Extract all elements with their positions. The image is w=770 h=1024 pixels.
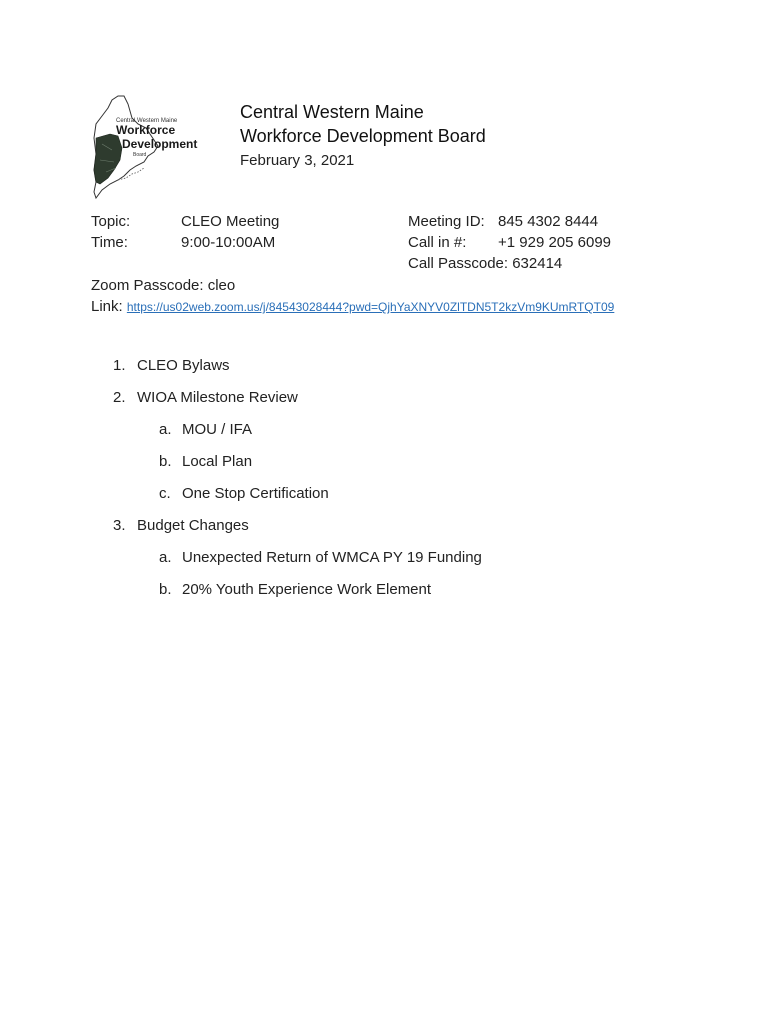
call-passcode: Call Passcode: 632414 bbox=[408, 255, 563, 272]
agenda-item-number: 2. bbox=[113, 389, 126, 406]
link-label: Link: bbox=[91, 298, 123, 315]
agenda-item-text: Unexpected Return of WMCA PY 19 Funding bbox=[182, 549, 482, 566]
meeting-details-right bbox=[408, 211, 611, 274]
maine-map-logo-icon bbox=[88, 94, 208, 202]
time-label: Time: bbox=[91, 234, 128, 251]
meeting-id-value: 845 4302 8444 bbox=[498, 213, 599, 230]
topic-label: Topic: bbox=[91, 213, 131, 230]
agenda-item-text: Local Plan bbox=[182, 453, 253, 470]
call-in-value: +1 929 205 6099 bbox=[498, 234, 612, 251]
agenda-item-number: b. bbox=[159, 453, 172, 470]
agenda-item bbox=[113, 387, 482, 419]
agenda-item-text: MOU / IFA bbox=[182, 421, 253, 438]
org-name-line2: Workforce Development Board bbox=[240, 126, 486, 146]
agenda-item-number: a. bbox=[159, 549, 172, 566]
call-in-label: Call in #: bbox=[408, 234, 467, 251]
meeting-date: February 3, 2021 bbox=[240, 152, 355, 169]
agenda-item-number: c. bbox=[159, 485, 171, 502]
zoom-details bbox=[91, 275, 614, 318]
agenda-item-number: 3. bbox=[113, 517, 126, 534]
agenda-item-number: a. bbox=[159, 421, 172, 438]
topic-row bbox=[91, 211, 279, 232]
document-header bbox=[240, 100, 486, 172]
meeting-id-label: Meeting ID: bbox=[408, 213, 485, 230]
zoom-link-row bbox=[91, 296, 614, 318]
agenda-item bbox=[113, 355, 482, 387]
meeting-id-row bbox=[408, 211, 611, 232]
logo-line3: Development bbox=[122, 137, 198, 151]
topic-value: CLEO Meeting bbox=[181, 213, 280, 230]
zoom-passcode: Zoom Passcode: cleo bbox=[91, 277, 236, 294]
logo-line1: Central Western Maine bbox=[116, 118, 178, 124]
agenda-subitem bbox=[113, 579, 482, 611]
time-value: 9:00-10:00AM bbox=[181, 234, 276, 251]
agenda-subitem bbox=[113, 419, 482, 451]
agenda-item bbox=[113, 515, 482, 547]
logo-line2: Workforce bbox=[116, 123, 176, 137]
agenda-item-text: WIOA Milestone Review bbox=[137, 389, 298, 406]
call-in-row bbox=[408, 232, 611, 253]
org-name-line1: Central Western Maine bbox=[240, 102, 424, 122]
agenda-subitem bbox=[113, 483, 482, 515]
agenda-list bbox=[113, 355, 482, 611]
zoom-meeting-link[interactable]: https://us02web.zoom.us/j/84543028444?pwd=QjhYaXNYV0ZlTDN5T2kzVm9KUmRTQT09 bbox=[126, 300, 615, 314]
agenda-item-text: CLEO Bylaws bbox=[137, 357, 230, 374]
organization-logo bbox=[88, 94, 208, 202]
agenda-item-text: Budget Changes bbox=[137, 517, 249, 534]
agenda-item-number: 1. bbox=[113, 357, 126, 374]
agenda-item-text: One Stop Certification bbox=[182, 485, 329, 502]
agenda-subitem bbox=[113, 451, 482, 483]
time-row bbox=[91, 232, 279, 253]
agenda-item-text: 20% Youth Experience Work Element bbox=[182, 581, 432, 598]
meeting-details-left bbox=[91, 211, 279, 253]
logo-line4: Board bbox=[133, 152, 147, 158]
agenda-subitem bbox=[113, 547, 482, 579]
agenda-item-number: b. bbox=[159, 581, 172, 598]
